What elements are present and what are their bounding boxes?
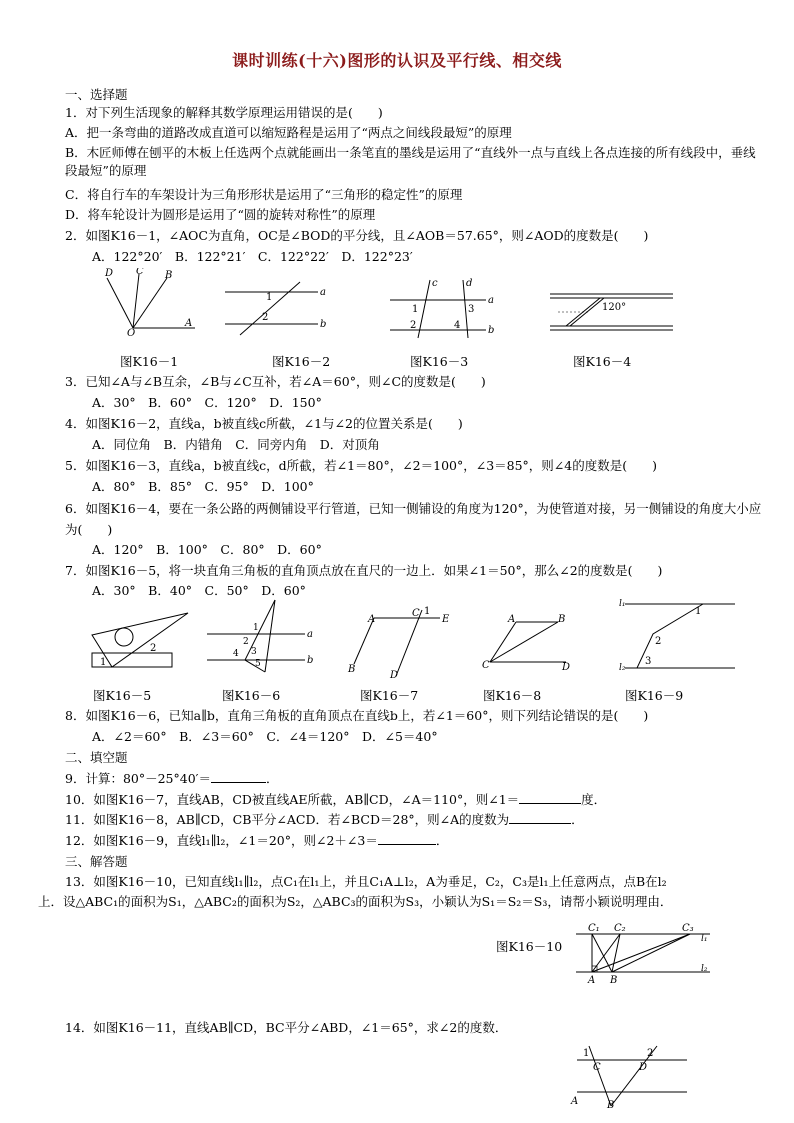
section-heading: 三、解答题 — [65, 854, 128, 869]
point-b: B — [348, 664, 356, 675]
figure-k16-5 — [88, 605, 193, 673]
line-l2: l₂ — [701, 964, 708, 974]
point-e: E — [442, 614, 450, 625]
angle-1: 1 — [266, 292, 273, 303]
point-b: B — [558, 614, 566, 625]
point-c2: C₂ — [614, 923, 626, 934]
answer-blank[interactable] — [519, 791, 581, 804]
caption-k16-8: 图K16－8 — [483, 688, 542, 703]
question-1-option-b: B．木匠师傅在刨平的木板上任选两个点就能画出一条笔直的墨线是运用了“直线外一点与直线上各点连接的所有线段中，垂线段最短”的原理 — [65, 145, 756, 178]
question-13-line-2: 上．设△ABC₁的面积为S₁，△ABC₂的面积为S₂，△ABC₃的面积为S₃，小颖认为S₁＝S₂＝S₃，请帮小颖说明理由． — [38, 894, 673, 909]
point-b: B — [610, 975, 618, 986]
angle-2: 2 — [262, 312, 269, 323]
figure-k16-7 — [340, 600, 460, 680]
label-a: A — [185, 318, 193, 329]
label-c: C — [136, 268, 144, 277]
caption-k16-10: 图K16－10 — [496, 939, 563, 954]
line-c: c — [432, 278, 438, 289]
angle-1: 1 — [100, 657, 107, 668]
point-c: C — [593, 1062, 601, 1073]
line-a: a — [488, 295, 494, 306]
question-5-options: A．80° B．85° C．95° D．100° — [92, 479, 314, 494]
question-1-option-a: A．把一条弯曲的道路改成直道可以缩短路程是运用了“两点之间线段最短”的原理 — [65, 125, 512, 140]
question-5-stem: 5．如图K16－3，直线a，b被直线c，d所截，若∠1＝80°，∠2＝100°，∠3＝85°，则∠4的度数是( ) — [65, 458, 657, 473]
answer-blank[interactable] — [211, 770, 266, 783]
label-b: B — [165, 270, 173, 281]
question-6-options: A．120° B．100° C．80° D．60° — [92, 542, 322, 557]
caption-k16-9: 图K16－9 — [625, 688, 684, 703]
section-heading: 二、填空题 — [65, 750, 128, 765]
angle-120: 120° — [602, 302, 627, 313]
line-d: d — [466, 278, 473, 289]
line-l1: l₁ — [701, 934, 708, 944]
point-a: A — [588, 975, 596, 986]
question-6-stem: 6．如图K16－4，要在一条公路的两侧铺设平行管道，已知一侧铺设的角度为120°，为使管道对接，另一侧铺设的角度大小应为( ) — [65, 501, 762, 537]
caption-k16-2: 图K16－2 — [272, 354, 331, 369]
question-10: 10．如图K16－7，直线AB，CD被直线AE所截，AB∥CD，∠A＝110°，则∠1＝ 度． — [65, 792, 607, 807]
line-a: a — [320, 287, 326, 298]
line-b: b — [320, 319, 327, 330]
angle-3: 3 — [645, 656, 652, 667]
angle-2: 2 — [410, 320, 417, 331]
question-12: 12．如图K16－9，直线l₁∥l₂，∠1＝20°，则∠2＋∠3＝ ． — [65, 833, 449, 848]
line-b: b — [307, 655, 314, 666]
angle-2: 2 — [655, 636, 662, 647]
angle-3: 3 — [468, 304, 475, 315]
point-d: D — [639, 1062, 648, 1073]
question-1-option-d: D．将车轮设计为圆形是运用了“圆的旋转对称性”的原理 — [65, 207, 376, 222]
label-d: D — [105, 268, 114, 279]
label-o: O — [127, 328, 136, 338]
point-b: B — [607, 1100, 615, 1110]
question-3-options: A．30° B．60° C．120° D．150° — [92, 395, 322, 410]
point-a: A — [368, 614, 376, 625]
caption-k16-4: 图K16－4 — [573, 354, 632, 369]
angle-1: 1 — [424, 606, 431, 617]
page-title: 课时训练(十六)图形的认识及平行线、相交线 — [232, 51, 562, 70]
caption-k16-7: 图K16－7 — [360, 688, 419, 703]
angle-4: 4 — [454, 320, 461, 331]
question-4-options: A．同位角 B．内错角 C．同旁内角 D．对顶角 — [92, 437, 380, 452]
caption-k16-6: 图K16－6 — [222, 688, 281, 703]
question-3-stem: 3．已知∠A与∠B互余，∠B与∠C互补，若∠A＝60°，则∠C的度数是( ) — [65, 374, 486, 389]
point-a: A — [571, 1096, 579, 1107]
figure-k16-1 — [95, 268, 205, 338]
figure-k16-10 — [570, 920, 720, 986]
angle-4: 4 — [233, 649, 239, 659]
question-2-stem: 2．如图K16－1，∠AOC为直角，OC是∠BOD的平分线，且∠AOB＝57.65°，则∠AOD的度数是( ) — [65, 228, 649, 243]
caption-k16-1: 图K16－1 — [120, 354, 179, 369]
line-a: a — [307, 629, 313, 640]
answer-blank[interactable] — [509, 811, 571, 824]
question-2-options: A．122°20′ B．122°21′ C．122°22′ D．122°23′ — [92, 249, 413, 264]
angle-2: 2 — [150, 643, 157, 654]
point-d: D — [390, 670, 399, 680]
question-1-stem: 1．对下列生活现象的解释其数学原理运用错误的是( ) — [65, 105, 383, 120]
angle-3: 3 — [251, 647, 257, 657]
angle-5: 5 — [255, 659, 261, 669]
question-8-options: A．∠2＝60° B．∠3＝60° C．∠4＝120° D．∠5＝40° — [92, 729, 438, 744]
point-c3: C₃ — [682, 923, 694, 934]
point-a: A — [508, 614, 516, 625]
caption-k16-5: 图K16－5 — [93, 688, 152, 703]
point-d: D — [562, 662, 571, 673]
section-heading: 一、选择题 — [65, 87, 128, 102]
question-9: 9．计算：80°－25°40′＝ ． — [65, 771, 279, 786]
figure-k16-4 — [548, 290, 678, 335]
line-b: b — [488, 325, 495, 336]
point-c1: C₁ — [588, 923, 600, 934]
figure-k16-6 — [205, 598, 320, 678]
question-8-stem: 8．如图K16－6，已知a∥b，直角三角板的直角顶点在直线b上，若∠1＝60°，则下列结论错误的是( ) — [65, 708, 649, 723]
figure-k16-8 — [478, 608, 593, 673]
answer-blank[interactable] — [378, 832, 436, 845]
question-11: 11．如图K16－8，AB∥CD，CB平分∠ACD．若∠BCD＝28°，则∠A的度数为 ． — [65, 812, 584, 827]
figure-k16-2 — [220, 280, 335, 338]
question-1-option-c: C．将自行车的车架设计为三角形形状是运用了“三角形的稳定性”的原理 — [65, 187, 463, 202]
point-c: C — [482, 660, 490, 671]
question-4-stem: 4．如图K16－2，直线a，b被直线c所截，∠1与∠2的位置关系是( ) — [65, 416, 463, 431]
caption-k16-3: 图K16－3 — [410, 354, 469, 369]
angle-1: 1 — [583, 1048, 590, 1059]
point-c: C — [412, 608, 420, 619]
figure-k16-9 — [615, 594, 740, 676]
figure-k16-11 — [565, 1040, 695, 1110]
question-7-stem: 7．如图K16－5，将一块直角三角板的直角顶点放在直尺的一边上．如果∠1＝50°，那么∠2的度数是( ) — [65, 563, 663, 578]
angle-2: 2 — [243, 637, 249, 647]
angle-1: 1 — [253, 623, 259, 633]
angle-2: 2 — [647, 1048, 654, 1059]
angle-1: 1 — [412, 304, 419, 315]
figure-k16-3 — [388, 278, 498, 340]
line-l2: l₂ — [619, 663, 626, 673]
angle-1: 1 — [695, 606, 702, 617]
line-l1: l₁ — [619, 599, 626, 609]
question-7-options: A．30° B．40° C．50° D．60° — [92, 583, 306, 598]
question-14-stem: 14．如图K16－11，直线AB∥CD，BC平分∠ABD，∠1＝65°，求∠2的度数． — [65, 1020, 508, 1035]
question-13-line-1: 13．如图K16－10，已知直线l₁∥l₂，点C₁在l₁上，并且C₁A⊥l₂，A为垂足，C₂，C₃是l₁上任意两点，点B在l₂ — [65, 874, 667, 889]
